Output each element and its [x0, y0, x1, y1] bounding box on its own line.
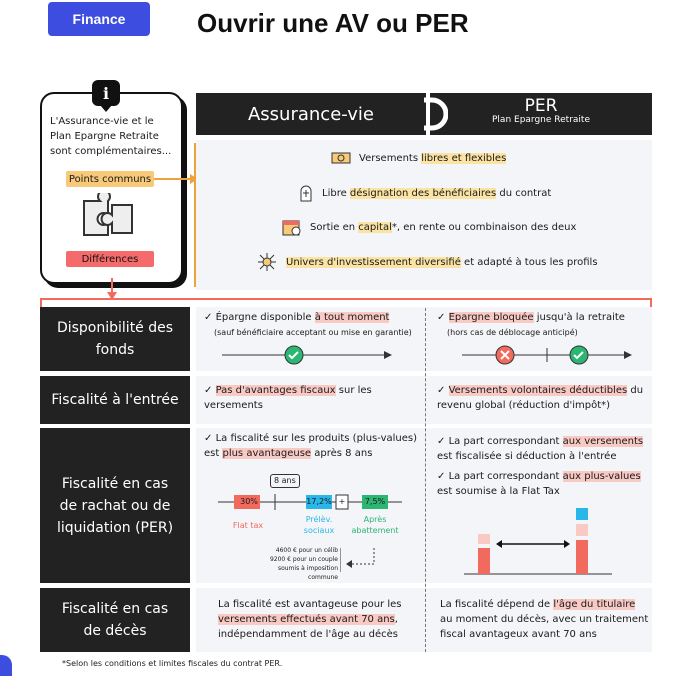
common-points-label: Points communs [66, 171, 154, 187]
abatement-note: 4600 € pour un célib 9200 € pour un couple soumis à imposition commune [269, 547, 338, 581]
dispo-per: ✓ Epargne bloquée jusqu'à la retraite (hors cas de déblocage anticipé) [437, 312, 625, 337]
header-per [430, 93, 652, 135]
rate-flat: 30% [240, 497, 258, 506]
entree-av: ✓ Pas d'avantages fiscaux sur les versements [204, 385, 372, 411]
page-title: Ouvrir une AV ou PER [197, 8, 469, 38]
finance-tag: Finance [48, 2, 150, 36]
column-separator [425, 308, 426, 652]
row-label-rachat: Fiscalité en cas de rachat ou de liquidation (PER) [40, 428, 190, 583]
label-flat-tax: Flat tax [232, 521, 264, 530]
rate-social: 17,2% [306, 497, 332, 506]
rate-after: 7,5% [364, 497, 386, 506]
header-per-label: PER [524, 96, 558, 116]
money-icon [331, 152, 351, 164]
grave-icon [298, 184, 314, 202]
header-av-label: Assurance-vie [247, 103, 375, 125]
network-icon [256, 252, 278, 272]
corner-accent [0, 655, 12, 676]
dispo-per-timeline [462, 344, 632, 366]
footnote: *Selon les conditions et limites fiscales du contrat PER. [62, 659, 283, 668]
abatement-arrow [340, 546, 380, 576]
common-item: Univers d'investissement diversifié et adapté à tous les profils [256, 252, 598, 272]
header-assurance-vie [196, 93, 426, 135]
entree-per: ✓ Versements volontaires déductibles du revenu global (réduction d'impôt*) [437, 385, 644, 411]
plus-sign: + [338, 497, 346, 506]
deces-per: La fiscalité dépend de l'âge du titulaire au moment du décès, avec un traitement fiscal avantageux avant 70 ans [440, 599, 649, 640]
eight-years-badge: 8 ans [270, 474, 300, 488]
intro-text: L'Assurance-vie et le Plan Epargne Retraite sont complémentaires... [50, 116, 172, 157]
rachat-per-2: ✓ La part correspondant aux plus-values est soumise à la Flat Tax [437, 471, 641, 497]
puzzle-icon [78, 193, 138, 241]
common-item: Libre désignation des bénéficiaires du contrat [298, 184, 551, 202]
per-bars-chart [464, 504, 612, 578]
rachat-per-1: ✓ La part correspondant aux versements est fiscalisée si déduction à l'entrée [437, 436, 644, 462]
differences-label: Différences [66, 251, 154, 267]
row-label-dispo: Disponibilité des fonds [40, 307, 190, 371]
info-icon: i [92, 80, 120, 106]
rachat-av: ✓ La fiscalité sur les produits (plus-values) est plus avantageuse après 8 ans [204, 433, 418, 459]
dispo-av: ✓ Épargne disponible à tout moment (sauf bénéficiaire acceptant ou mise en garantie) [204, 312, 412, 337]
label-after: Après abattement [351, 515, 399, 535]
header-connector-icon [418, 96, 448, 132]
red-down-arrow [106, 278, 118, 300]
label-social: Prélèv. sociaux [303, 515, 335, 535]
header-per-sub: Plan Epargne Retraite [492, 115, 590, 125]
common-item: Versements libres et flexibles [331, 152, 506, 164]
common-item: Sortie en capital*, en rente ou combinaison des deux [282, 218, 576, 236]
deces-av: La fiscalité est avantageuse pour les versements effectués avant 70 ans, indépendamment de l'âge au décès [218, 599, 402, 640]
orange-arrow [154, 172, 198, 186]
dispo-av-timeline [222, 344, 392, 366]
calendar-icon [282, 218, 302, 236]
row-label-entree: Fiscalité à l'entrée [40, 376, 190, 424]
row-label-deces: Fiscalité en cas de décès [40, 588, 190, 652]
